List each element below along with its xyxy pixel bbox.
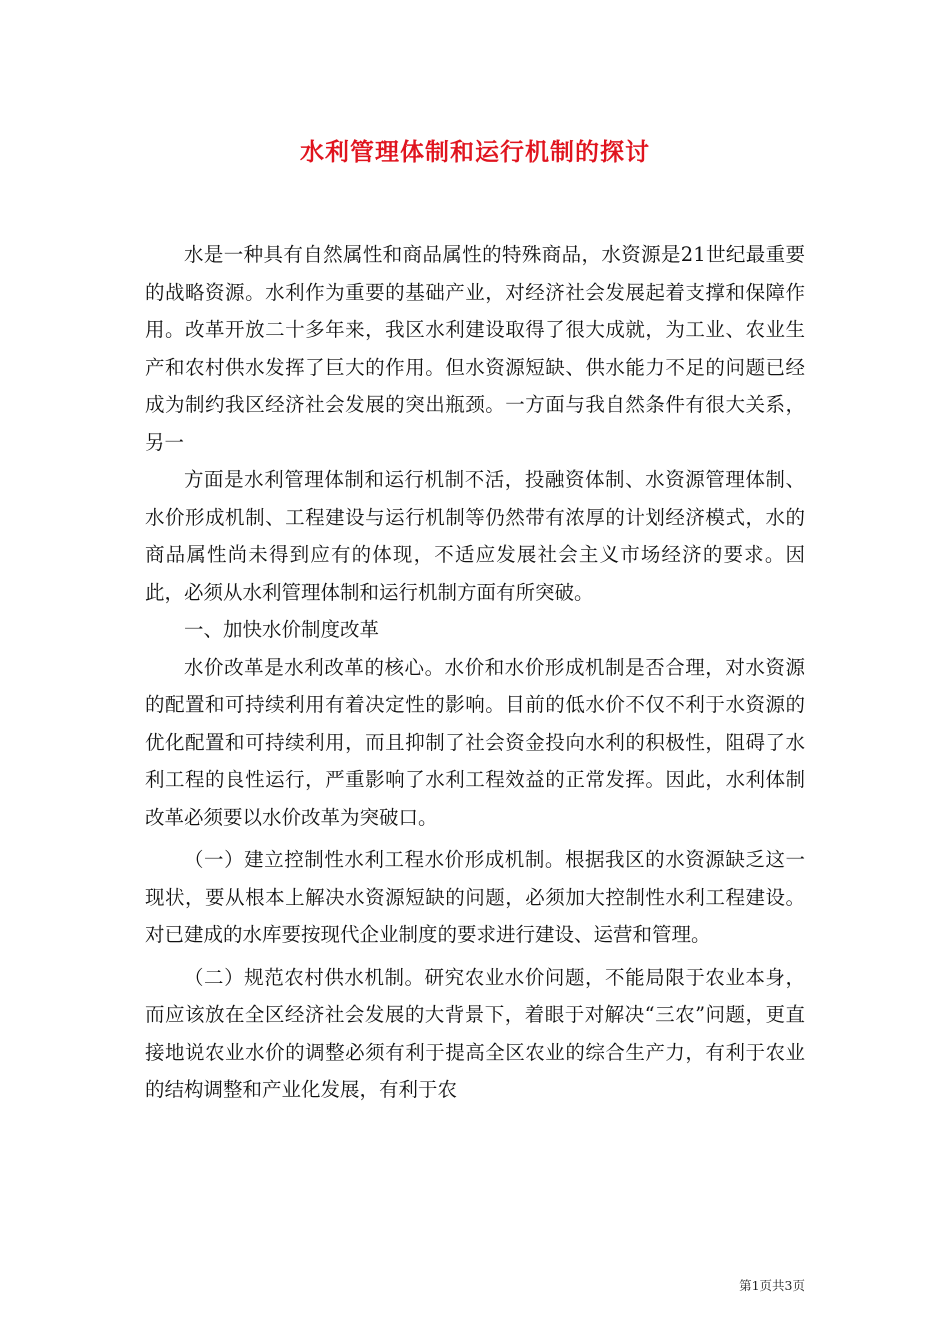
paragraph-intro: 水是一种具有自然属性和商品属性的特殊商品，水资源是21世纪最重要的战略资源。水利作为重要的基础产业，对经济社会发展起着支撑和保障作用。改革开放二十多年来，我区水利建设取得了很大成就，为工业、农业生产和农村供水发挥了巨大的作用。但水资源短缺、供水能力不足的问题已经成为制约我区经济社会发展的突出瓶颈。一方面与我自然条件有很大关系，另一 bbox=[145, 243, 805, 454]
document-body bbox=[145, 236, 805, 1109]
section-heading-water-price-reform: 一、加快水价制度改革 bbox=[184, 618, 380, 641]
paragraph-water-price-core: 水价改革是水利改革的核心。水价和水价形成机制是否合理，对水资源的配置和可持续利用有着决定性的影响。目前的低水价不仅不利于水资源的优化配置和可持续利用，而且抑制了社会资金投向水利的积极性，阻碍了水利工程的良性运行，严重影响了水利工程效益的正常发挥。因此，水利体制改革必须要以水价改革为突破口。 bbox=[145, 655, 805, 829]
document-title: 水利管理体制和运行机制的探讨 bbox=[300, 137, 650, 166]
page-number-footer: 第1页共3页 bbox=[739, 1278, 805, 1293]
paragraph-problems: 方面是水利管理体制和运行机制不活，投融资体制、水资源管理体制、水价形成机制、工程建设与运行机制等仍然带有浓厚的计划经济模式，水的商品属性尚未得到应有的体现，不适应发展社会主义市场经济的要求。因此，必须从水利管理体制和运行机制方面有所突破。 bbox=[145, 468, 805, 604]
paragraph-subsection-1: （一）建立控制性水利工程水价形成机制。根据我区的水资源缺乏这一现状，要从根本上解决水资源短缺的问题，必须加大控制性水利工程建设。对已建成的水库要按现代企业制度的要求进行建设、运营和管理。 bbox=[145, 848, 805, 946]
paragraph-subsection-2: （二）规范农村供水机制。研究农业水价问题，不能局限于农业本身，而应该放在全区经济社会发展的大背景下，着眼于对解决“三农”问题，更直接地说农业水价的调整必须有利于提高全区农业的综合生产力，有利于农业的结构调整和产业化发展，有利于农 bbox=[145, 965, 805, 1101]
